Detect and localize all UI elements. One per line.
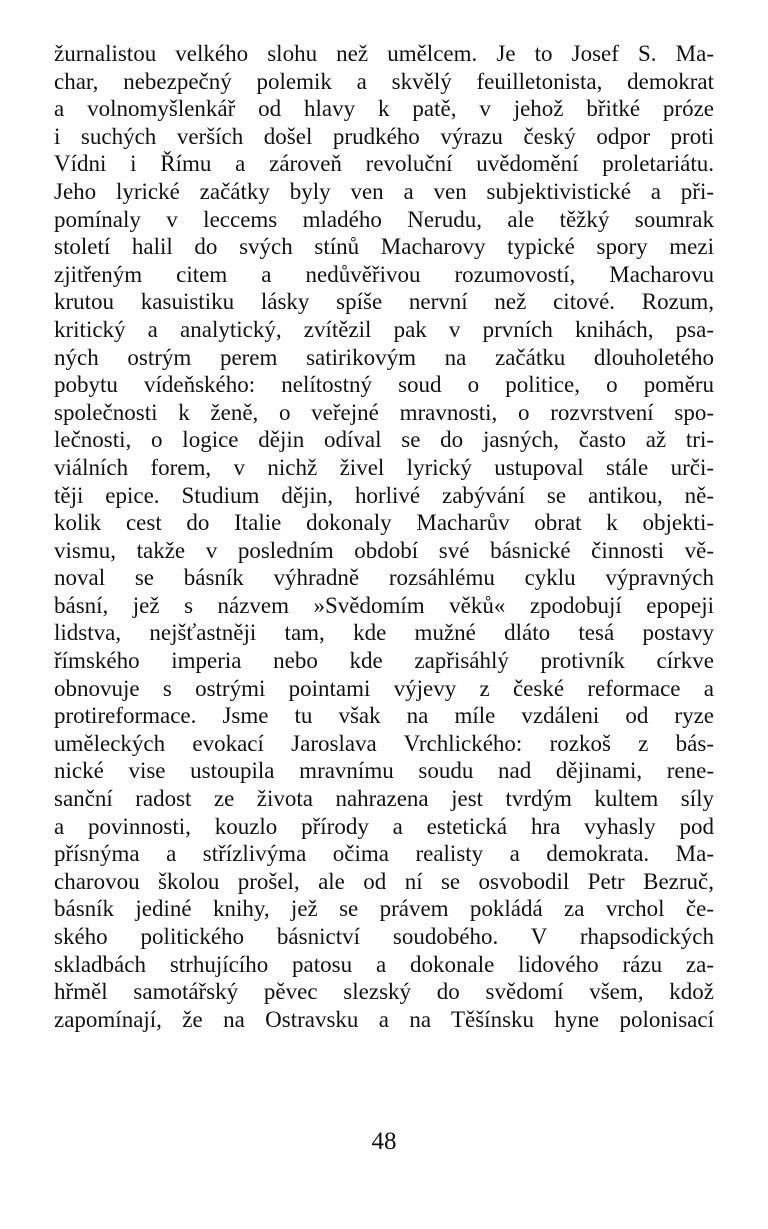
text-line: Jeho lyrické začátky byly ven a ven subjektivistické a při- xyxy=(54,178,714,204)
text-line: kritický a analytický, zvítězil pak v prvních knihách, psa- xyxy=(54,316,714,342)
text-line: hřměl samotářský pěvec slezský do svědomí všem, kdož xyxy=(54,979,714,1005)
text-line: římského imperia nebo kde zapřisáhlý protivník církve xyxy=(54,648,714,674)
text-line: a povinnosti, kouzlo přírody a estetická hra vyhasly pod xyxy=(54,813,714,839)
text-line: char, nebezpečný polemik a skvělý feuilletonista, demokrat xyxy=(54,68,714,94)
text-line: uměleckých evokací Jaroslava Vrchlického: rozkoš z bás- xyxy=(54,730,714,756)
text-line: století halil do svých stínů Macharovy typické spory mezi xyxy=(54,234,714,260)
page-number: 48 xyxy=(371,1128,397,1155)
text-line: zapomínají, že na Ostravsku a na Těšínsku hyne polonisací xyxy=(54,1006,714,1032)
text-line: viálních forem, v nichž živel lyrický ustupoval stále urči- xyxy=(54,454,714,480)
text-line: obnovuje s ostrými pointami výjevy z české reformace a xyxy=(54,675,714,701)
text-line: těji epice. Studium dějin, horlivé zabývání se antikou, ně- xyxy=(54,482,714,508)
text-line: básní, jež s názvem »Svědomím věků« zpodobují epopeji xyxy=(54,592,714,618)
text-line: skladbách strhujícího patosu a dokonale lidového rázu za- xyxy=(54,951,714,977)
text-line: pobytu vídeňského: nelítostný soud o politice, o poměru xyxy=(54,372,714,398)
text-line: a volnomyšlenkář od hlavy k patě, v jehož břitké próze xyxy=(54,96,714,122)
body-text xyxy=(54,40,714,1033)
text-line: přísnýma a střízlivýma očima realisty a demokrata. Ma- xyxy=(54,841,714,867)
text-line: Vídni i Římu a zároveň revoluční uvědomění proletariátu. xyxy=(54,151,714,177)
text-line: pomínaly v leccems mladého Nerudu, ale těžký soumrak xyxy=(54,206,714,232)
text-line: i suchých verších došel prudkého výrazu český odpor proti xyxy=(54,123,714,149)
text-line: lidstva, nejšťastněji tam, kde mužné dláto tesá postavy xyxy=(54,620,714,646)
text-line: ského politického básnictví soudobého. V rhapsodických xyxy=(54,924,714,949)
text-line: společnosti k ženě, o veřejné mravnosti, o rozvrstvení spo- xyxy=(54,399,714,425)
text-line: protireformace. Jsme tu však na míle vzdáleni od ryze xyxy=(54,703,714,729)
text-line: žurnalistou velkého slohu než umělcem. Je to Josef S. Ma- xyxy=(54,41,714,66)
text-line: básník jediné knihy, jež se právem pokládá za vrchol če- xyxy=(54,896,714,922)
text-line: zjitřeným citem a nedůvěřivou rozumovostí, Macharovu xyxy=(54,261,714,287)
text-line: vismu, takže v posledním období své básnické činnosti vě- xyxy=(54,537,714,563)
text-line: sanční radost ze života nahrazena jest tvrdým kultem síly xyxy=(54,786,714,812)
text-line: lečnosti, o logice dějin odíval se do jasných, často až tri- xyxy=(54,427,714,453)
text-line: noval se básník výhradně rozsáhlému cyklu výpravných xyxy=(54,565,714,591)
text-line: charovou školou prošel, ale od ní se osvobodil Petr Bezruč, xyxy=(54,868,714,894)
text-line: kolik cest do Italie dokonaly Macharův obrat k objekti- xyxy=(54,510,714,536)
text-line: ných ostrým perem satirikovým na začátku dlouholetého xyxy=(54,344,714,370)
text-line: krutou kasuistiku lásky spíše nervní než citové. Rozum, xyxy=(54,289,714,315)
text-line: nické vise ustoupila mravnímu soudu nad dějinami, rene- xyxy=(54,758,714,784)
